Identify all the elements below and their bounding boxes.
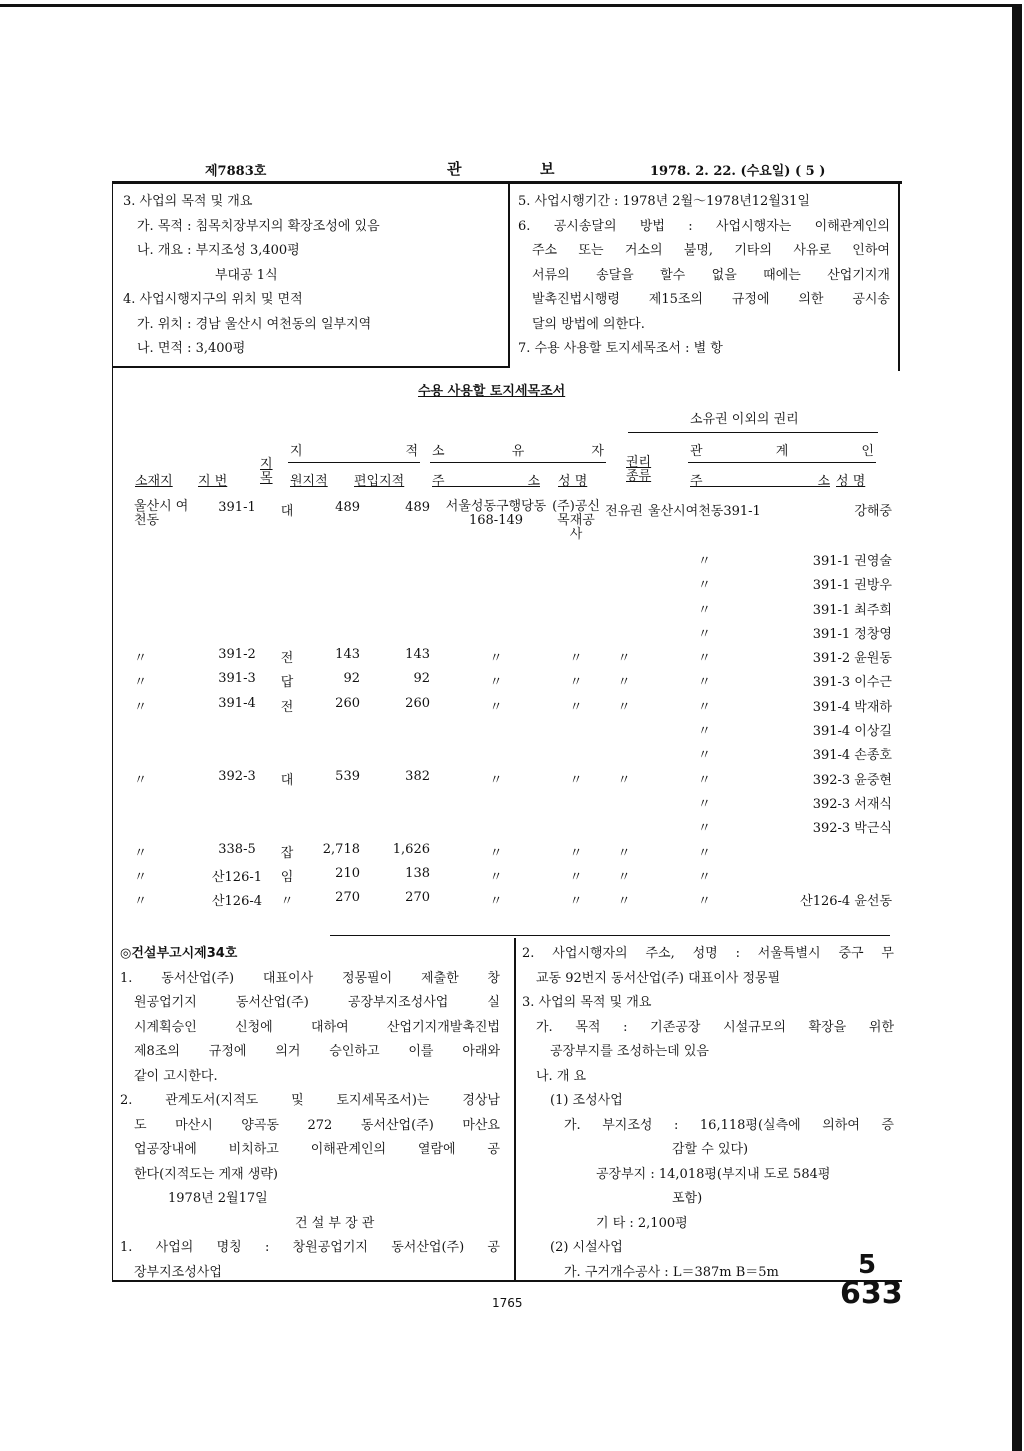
cell-category: 답 bbox=[280, 675, 294, 691]
cell-owner-addr bbox=[440, 550, 552, 574]
cell-owner-name bbox=[552, 817, 600, 841]
text-line: 장부지조성사업 bbox=[134, 1264, 222, 1280]
cell-rel-name: 391-4 박재하 bbox=[812, 699, 892, 715]
cell-rel-addr: 〃 bbox=[697, 699, 711, 715]
cell-rel-name: 391-1 권영술 bbox=[812, 554, 892, 569]
text-line: 2. 사업시행자의 주소, 성명 : 서울특별시 중구 무 bbox=[522, 946, 894, 961]
cell-lot: 338-5 bbox=[218, 841, 256, 857]
cell-rel-name: 391-1 권방우 bbox=[812, 578, 892, 594]
cell-incl-area: 1,626 bbox=[392, 841, 430, 857]
cell-incl-area: 270 bbox=[405, 890, 430, 906]
col-owner-addr: 주 소 bbox=[432, 474, 540, 489]
text-line: 1. 사업의 명칭 : 창원공업기지 동서산업(주) 공 bbox=[120, 1240, 500, 1255]
notice-column-divider bbox=[514, 938, 516, 1280]
cell-owner-addr: 〃 bbox=[489, 894, 503, 910]
owner-group-label: 소 유 자 bbox=[432, 444, 604, 459]
cell-location: 〃 bbox=[134, 845, 148, 861]
cell-lot: 산126-4 bbox=[211, 894, 263, 910]
cell-rel-name: 392-3 박근식 bbox=[812, 821, 892, 837]
cell-rel-name: 391-1 최주희 bbox=[812, 602, 892, 618]
table-row bbox=[112, 550, 892, 574]
cell-right-kind bbox=[600, 744, 648, 768]
cell-right-kind: 〃 bbox=[617, 772, 631, 788]
cell-rel-name: 391-2 윤원동 bbox=[812, 651, 892, 667]
cell-owner-addr bbox=[440, 599, 552, 623]
cell-owner-name bbox=[552, 550, 600, 574]
cell-rel-name: 391-4 손종호 bbox=[812, 748, 892, 764]
text-line: (2) 시설사업 bbox=[550, 1240, 623, 1255]
page-number: 1765 bbox=[492, 1296, 523, 1310]
cell-rel-name: 391-3 이수근 bbox=[812, 675, 892, 691]
cell-owner-addr bbox=[440, 793, 552, 817]
text-line: 달의 방법에 의한다. bbox=[532, 316, 645, 332]
issue-date: 1978. 2. 22. (수요일) ( 5 ) bbox=[650, 164, 826, 179]
table-row bbox=[112, 769, 892, 793]
cell-location bbox=[112, 574, 198, 598]
col-category: 지목 bbox=[260, 457, 273, 486]
cell-category: 전 bbox=[280, 699, 294, 715]
cell-owner-name bbox=[552, 599, 600, 623]
table-row bbox=[112, 744, 892, 768]
cell-right-kind bbox=[600, 623, 648, 647]
cell-right-kind: 전유권 bbox=[605, 504, 643, 519]
text-line: 부대공 1식 bbox=[215, 267, 278, 283]
cell-rel-addr: 〃 bbox=[697, 869, 711, 885]
cell-location: 〃 bbox=[134, 699, 148, 715]
right-frame-line bbox=[898, 181, 900, 371]
cell-right-kind: 〃 bbox=[617, 699, 631, 715]
col-owner-name: 성 명 bbox=[558, 474, 588, 489]
cell-lot: 391-2 bbox=[218, 647, 256, 663]
cell-rel-addr: 〃 bbox=[697, 578, 711, 594]
cell-incl-area: 92 bbox=[413, 671, 430, 687]
cell-category bbox=[276, 574, 298, 598]
cell-lot bbox=[198, 720, 276, 744]
cell-category bbox=[276, 744, 298, 768]
cell-orig-area: 92 bbox=[343, 671, 360, 687]
cell-orig-area: 2,718 bbox=[322, 841, 360, 857]
text-line: 포함) bbox=[672, 1191, 703, 1206]
text-line: 감할 수 있다) bbox=[672, 1142, 749, 1157]
text-line: 도 마산시 양곡동 272 동서산업(주) 마산요 bbox=[134, 1117, 500, 1133]
cell-right-kind bbox=[600, 793, 648, 817]
notice-signatory: 건 설 부 장 관 bbox=[295, 1215, 375, 1231]
cell-owner-addr: 〃 bbox=[489, 699, 503, 715]
text-line: 가. 목적 : 침목치장부지의 확장조성에 있음 bbox=[137, 218, 380, 234]
land-table-body bbox=[112, 500, 892, 914]
col-right-kind: 권리종류 bbox=[626, 455, 652, 484]
text-line: 교동 92번지 동서산업(주) 대표이사 정몽필 bbox=[536, 970, 781, 986]
cell-rel-addr: 〃 bbox=[697, 845, 711, 861]
cell-location bbox=[112, 817, 198, 841]
cell-right-kind: 〃 bbox=[617, 651, 631, 667]
text-line: 발촉진법시행령 제15조의 규정에 의한 공시송 bbox=[532, 292, 890, 307]
page-stamp-large: 633 bbox=[840, 1276, 903, 1311]
top-column-divider bbox=[508, 184, 510, 367]
table-row bbox=[112, 623, 892, 647]
table-row bbox=[112, 574, 892, 598]
text-line: 공장부지 : 14,018평(부지내 도로 584평 bbox=[596, 1166, 831, 1182]
top-right-section bbox=[518, 190, 890, 362]
gazette-title-left: 관 bbox=[447, 160, 462, 178]
text-line: 같이 고시한다. bbox=[134, 1068, 218, 1084]
cell-lot bbox=[198, 744, 276, 768]
cell-rel-addr: 〃 bbox=[697, 821, 711, 837]
cell-owner-name: 〃 bbox=[569, 869, 583, 885]
cell-incl-area: 260 bbox=[405, 695, 430, 711]
cell-orig-area bbox=[298, 599, 360, 623]
cell-right-kind: 〃 bbox=[617, 869, 631, 885]
cell-rel-name: 392-3 윤중현 bbox=[812, 772, 892, 788]
table-row bbox=[112, 671, 892, 695]
related-group-label: 관 계 인 bbox=[690, 444, 874, 459]
cell-orig-area: 539 bbox=[335, 768, 360, 784]
text-line: 서류의 송달을 할수 없을 때에는 산업기지개 bbox=[532, 267, 890, 283]
top-left-section bbox=[123, 190, 498, 362]
table-title: 수용 사용할 토지세목조서 bbox=[418, 384, 566, 399]
table-row bbox=[112, 720, 892, 744]
cell-owner-addr: 〃 bbox=[489, 772, 503, 788]
cell-category: 임 bbox=[280, 869, 294, 885]
cell-owner-addr: 〃 bbox=[489, 845, 503, 861]
cell-right-kind bbox=[600, 574, 648, 598]
text-line: 나. 개요 : 부지조성 3,400평 bbox=[137, 243, 300, 258]
cell-lot: 산126-1 bbox=[211, 869, 263, 885]
related-rule bbox=[688, 462, 876, 463]
cell-owner-name: 〃 bbox=[569, 651, 583, 667]
cell-incl-area bbox=[360, 744, 440, 768]
cell-category: 잡 bbox=[280, 845, 294, 861]
text-line: 5. 사업시행기간 : 1978년 2월～1978년12월31일 bbox=[518, 194, 810, 209]
text-line: (1) 조성사업 bbox=[550, 1093, 623, 1108]
cell-rel-addr: 울산시여천동391-1 bbox=[648, 504, 761, 519]
cell-right-kind bbox=[600, 817, 648, 841]
cell-right-kind bbox=[600, 550, 648, 574]
cell-category: 전 bbox=[280, 651, 294, 667]
rights-group-label: 소유권 이외의 권리 bbox=[690, 412, 799, 427]
cell-owner-addr: 서울성동구행당동 168-149 bbox=[445, 499, 547, 528]
text-line: 3. 사업의 목적 및 개요 bbox=[522, 995, 652, 1010]
header-rule bbox=[112, 181, 902, 184]
cell-incl-area bbox=[360, 550, 440, 574]
scan-edge-top bbox=[0, 4, 1015, 7]
cell-orig-area bbox=[298, 623, 360, 647]
text-line: 가. 구거개수공사 : L＝387m B＝5m bbox=[564, 1264, 779, 1280]
cell-owner-name bbox=[552, 744, 600, 768]
cell-category bbox=[276, 623, 298, 647]
cell-owner-addr: 〃 bbox=[489, 651, 503, 667]
cell-owner-name: 〃 bbox=[569, 675, 583, 691]
text-line: 7. 수용 사용할 토지세목조서 : 별 항 bbox=[518, 341, 723, 356]
cell-owner-name: (주)공신목재공사 bbox=[552, 499, 600, 542]
top-left-bottom-rule bbox=[112, 366, 510, 368]
cell-rel-addr: 〃 bbox=[697, 894, 711, 910]
cell-lot bbox=[198, 793, 276, 817]
notice-left-column bbox=[120, 942, 500, 1285]
cell-lot: 391-4 bbox=[218, 695, 256, 711]
owner-rule bbox=[430, 462, 606, 463]
table-row bbox=[112, 890, 892, 914]
cell-incl-area: 489 bbox=[405, 500, 430, 515]
cell-rel-addr: 〃 bbox=[697, 724, 711, 740]
text-line: 공장부지를 조성하는데 있음 bbox=[550, 1044, 709, 1059]
cell-lot bbox=[198, 550, 276, 574]
cell-lot: 391-1 bbox=[218, 500, 256, 515]
cell-incl-area: 143 bbox=[405, 647, 430, 663]
cell-incl-area bbox=[360, 793, 440, 817]
cell-lot: 392-3 bbox=[218, 768, 256, 784]
cell-location bbox=[112, 550, 198, 574]
cell-orig-area bbox=[298, 817, 360, 841]
land-table bbox=[112, 500, 892, 914]
cell-location bbox=[112, 744, 198, 768]
cell-owner-name: 〃 bbox=[569, 772, 583, 788]
cell-category bbox=[276, 793, 298, 817]
text-line: 1. 동서산업(주) 대표이사 정몽필이 제출한 창 bbox=[120, 970, 500, 986]
cell-rel-addr: 〃 bbox=[697, 651, 711, 667]
table-row bbox=[112, 842, 892, 866]
table-row bbox=[112, 793, 892, 817]
cell-orig-area: 260 bbox=[335, 695, 360, 711]
cell-owner-name bbox=[552, 793, 600, 817]
text-line: 시계획승인 신청에 대하여 산업기지개발촉진법 bbox=[134, 1019, 500, 1035]
cell-location bbox=[112, 720, 198, 744]
text-line: 3. 사업의 목적 및 개요 bbox=[123, 194, 253, 209]
cell-category bbox=[276, 720, 298, 744]
cell-owner-addr bbox=[440, 720, 552, 744]
text-line: 한다(지적도는 게재 생략) bbox=[134, 1166, 278, 1182]
cell-incl-area bbox=[360, 574, 440, 598]
cell-rel-addr: 〃 bbox=[697, 675, 711, 691]
cell-lot bbox=[198, 599, 276, 623]
gazette-title-right: 보 bbox=[540, 160, 555, 178]
cell-owner-addr bbox=[440, 744, 552, 768]
cell-rel-addr: 〃 bbox=[697, 772, 711, 788]
table-row bbox=[112, 500, 892, 550]
cell-owner-name: 〃 bbox=[569, 894, 583, 910]
cell-right-kind bbox=[600, 599, 648, 623]
cell-location: 〃 bbox=[134, 675, 148, 691]
cell-owner-name: 〃 bbox=[569, 699, 583, 715]
cell-incl-area: 138 bbox=[405, 865, 430, 881]
cell-rel-name: 산126-4 윤선동 bbox=[800, 894, 892, 910]
cell-owner-name: 〃 bbox=[569, 845, 583, 861]
cell-lot bbox=[198, 623, 276, 647]
col-lot: 지 번 bbox=[198, 474, 228, 489]
cell-category bbox=[276, 599, 298, 623]
cell-rel-addr: 〃 bbox=[697, 796, 711, 812]
text-line: 가. 목적 : 기존공장 시설규모의 확장을 위한 bbox=[536, 1019, 894, 1035]
cell-orig-area bbox=[298, 574, 360, 598]
cell-owner-name bbox=[552, 720, 600, 744]
text-line: 가. 부지조성 : 16,118평(실측에 의하여 증 bbox=[564, 1117, 894, 1133]
page-stamp-small: 5 bbox=[858, 1250, 877, 1280]
text-line: 기 타 : 2,100평 bbox=[596, 1215, 688, 1231]
text-line: 원공업기지 동서산업(주) 공장부지조성사업 실 bbox=[134, 995, 500, 1010]
text-line: 가. 위치 : 경남 울산시 여천동의 일부지역 bbox=[137, 316, 372, 332]
cell-lot bbox=[198, 817, 276, 841]
text-line: 4. 사업시행지구의 위치 및 면적 bbox=[123, 292, 303, 307]
text-line: 2. 관계도서(지적도 및 토지세목조서)는 경상남 bbox=[120, 1093, 500, 1108]
jijeok-rule bbox=[288, 462, 420, 463]
cell-incl-area bbox=[360, 720, 440, 744]
cell-orig-area: 489 bbox=[335, 500, 360, 515]
cell-owner-addr: 〃 bbox=[489, 675, 503, 691]
cell-orig-area: 210 bbox=[335, 865, 360, 881]
table-row bbox=[112, 817, 892, 841]
table-row bbox=[112, 696, 892, 720]
cell-rel-name: 391-4 이상길 bbox=[812, 724, 892, 740]
cell-location: 〃 bbox=[134, 651, 148, 667]
cell-incl-area bbox=[360, 623, 440, 647]
cell-category bbox=[276, 817, 298, 841]
cell-owner-name bbox=[552, 623, 600, 647]
cell-rel-addr: 〃 bbox=[697, 602, 711, 618]
col-rel-name: 성 명 bbox=[836, 474, 866, 489]
col-location: 소재지 bbox=[135, 474, 173, 489]
cell-rel-name: 391-1 정창영 bbox=[812, 626, 892, 642]
cell-location bbox=[112, 623, 198, 647]
cell-owner-addr bbox=[440, 817, 552, 841]
cell-incl-area bbox=[360, 599, 440, 623]
cell-location: 울산시 여천동 bbox=[134, 499, 189, 528]
table-bottom-rule bbox=[330, 935, 890, 936]
cell-category: 대 bbox=[280, 504, 294, 519]
cell-orig-area bbox=[298, 793, 360, 817]
text-line: 6. 공시송달의 방법 : 사업시행자는 이해관계인의 bbox=[518, 218, 890, 234]
cell-right-kind bbox=[600, 720, 648, 744]
cell-owner-addr bbox=[440, 574, 552, 598]
cell-location bbox=[112, 793, 198, 817]
cell-right-kind: 〃 bbox=[617, 845, 631, 861]
table-row bbox=[112, 647, 892, 671]
cell-owner-addr: 〃 bbox=[489, 869, 503, 885]
cell-location: 〃 bbox=[134, 894, 148, 910]
table-row bbox=[112, 866, 892, 890]
cell-rel-name bbox=[761, 842, 892, 866]
text-line: 주소 또는 거소의 불명, 기타의 사유로 인하여 bbox=[532, 243, 890, 258]
col-rel-addr: 주 소 bbox=[690, 474, 830, 489]
cell-right-kind: 〃 bbox=[617, 894, 631, 910]
cell-location: 〃 bbox=[134, 869, 148, 885]
rights-group-rule bbox=[628, 432, 878, 433]
cell-category bbox=[276, 550, 298, 574]
cell-incl-area bbox=[360, 817, 440, 841]
cell-rel-name: 강해중 bbox=[854, 504, 892, 519]
notice-right-column bbox=[522, 942, 894, 1285]
jijeok-group-label: 지 적 bbox=[290, 444, 418, 459]
cell-category: 대 bbox=[280, 772, 294, 788]
table-row bbox=[112, 599, 892, 623]
text-line: 나. 면적 : 3,400평 bbox=[137, 341, 246, 356]
cell-owner-addr bbox=[440, 623, 552, 647]
issue-number: 제7883호 bbox=[205, 164, 267, 179]
cell-lot: 391-3 bbox=[218, 671, 256, 687]
cell-orig-area bbox=[298, 744, 360, 768]
cell-owner-name bbox=[552, 574, 600, 598]
cell-location: 〃 bbox=[134, 772, 148, 788]
cell-location bbox=[112, 599, 198, 623]
text-line: 업공장내에 비치하고 이해관계인의 열람에 공 bbox=[134, 1142, 500, 1157]
cell-incl-area: 382 bbox=[405, 768, 430, 784]
text-line: 제8조의 규정에 의거 승인하고 이를 아래와 bbox=[134, 1044, 500, 1059]
cell-rel-addr: 〃 bbox=[697, 554, 711, 569]
notice-title: ◎건설부고시제34호 bbox=[120, 946, 238, 961]
text-line: 나. 개 요 bbox=[536, 1068, 587, 1084]
cell-orig-area bbox=[298, 550, 360, 574]
cell-rel-addr: 〃 bbox=[697, 748, 711, 764]
cell-right-kind: 〃 bbox=[617, 675, 631, 691]
cell-orig-area bbox=[298, 720, 360, 744]
notice-date: 1978년 2월17일 bbox=[168, 1191, 268, 1206]
cell-orig-area: 143 bbox=[335, 647, 360, 663]
cell-category: 〃 bbox=[280, 894, 294, 910]
col-incl-area: 편입지적 bbox=[354, 474, 405, 489]
scan-edge-right bbox=[1012, 4, 1022, 1451]
cell-rel-name bbox=[761, 866, 892, 890]
col-orig-area: 원지적 bbox=[290, 474, 328, 489]
cell-rel-addr: 〃 bbox=[697, 626, 711, 642]
cell-orig-area: 270 bbox=[335, 890, 360, 906]
cell-lot bbox=[198, 574, 276, 598]
cell-rel-name: 392-3 서재식 bbox=[812, 796, 892, 812]
